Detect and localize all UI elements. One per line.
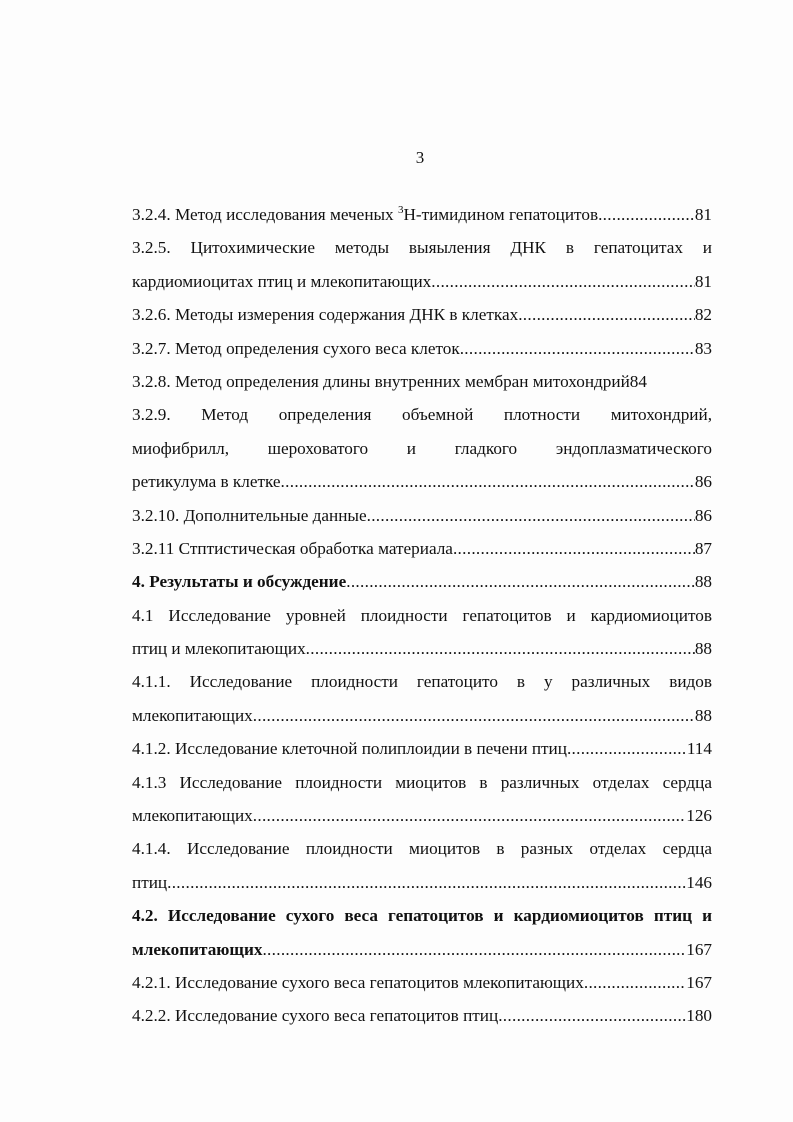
leader-dots [253,699,695,732]
toc-entry-4-1-1-line2 [132,699,712,732]
toc-entry-text: 4.2.2. Исследование сухого веса гепатоцитов птиц [132,1006,499,1026]
leader-dots [367,499,695,532]
toc-page-number: 146 [686,872,712,892]
toc-entry-3-2-9-line2: миофибрилл, шероховатого и гладкого эндоплазматического [132,438,712,458]
leader-dots [281,465,695,498]
toc-page-number: 126 [686,806,712,826]
toc-superscript: 3 [397,204,404,216]
toc-entry-text: 4.1.2. Исследование клеточной полиплоидии в печени птиц [132,739,567,759]
toc-entry-3-2-6 [132,298,712,331]
toc-entry-4-1-1-line1: 4.1.1. Исследование плоидности гепатоцито в у различных видов [132,672,712,692]
table-of-contents [132,198,712,1033]
leader-dots [498,999,686,1032]
toc-page-number: 88 [694,705,712,725]
toc-entry-text: млекопитающих [132,806,253,826]
toc-page-number: 167 [686,972,712,992]
toc-entry-4-2-line2 [132,933,712,966]
toc-entry-text: 4.2.1. Исследование сухого веса гепатоцитов млекопитающих [132,972,584,992]
toc-page-number: 114 [686,739,712,759]
leader-dots [253,799,686,832]
leader-dots [598,198,695,231]
toc-entry-text: кардиомиоцитах птиц и млекопитающих [132,271,432,291]
toc-entry-text: ретикулума в клетке [132,472,281,492]
toc-entry-4-1-line1: 4.1 Исследование уровней плоидности гепатоцитов и кардиомиоцитов [132,605,712,625]
leader-dots [518,298,695,331]
toc-entry-3-2-11 [132,532,712,565]
toc-page-number: 167 [686,939,712,959]
toc-entry-text: млекопитающих [132,705,253,725]
toc-page-number: 86 [694,472,712,492]
toc-entry-text: 3.2.8. Метод определения длины внутренних мембран митохондрий [132,371,630,391]
leader-dots [453,532,695,565]
toc-entry-3-2-4 [132,198,712,231]
toc-entry-4-1-4-line2 [132,866,712,899]
leader-dots [460,332,695,365]
toc-entry-3-2-9-line3 [132,465,712,498]
toc-entry-3-2-7 [132,332,712,365]
leader-dots [262,933,686,966]
toc-page-number: 82 [694,305,712,325]
toc-page-number: 83 [694,338,712,358]
toc-page-number: 87 [694,538,712,558]
toc-entry-4-1-4-line1: 4.1.4. Исследование плоидности миоцитов в разных отделах сердца [132,839,712,859]
toc-entry-text: 3.2.10. Дополнительные данные [132,505,367,525]
toc-entry-3-2-8 [132,365,712,398]
toc-entry-text: 3.2.11 Стптистическая обработка материала [132,538,453,558]
toc-page-number: 180 [686,1006,712,1026]
toc-entry-4-1-line2 [132,632,712,665]
toc-entry-4-1-3-line2 [132,799,712,832]
toc-entry-text: Н-тимидином гепатоцитов [403,205,599,224]
toc-chapter-heading: 4. Результаты и обсуждение [132,572,347,592]
toc-page-number: 88 [694,572,712,592]
leader-dots [167,866,686,899]
toc-entry-3-2-10 [132,499,712,532]
toc-page-number: 84 [629,371,647,391]
toc-entry-text: 3.2.6. Методы измерения содержания ДНК в клетках [132,305,519,325]
toc-entry-text: 3.2.7. Метод определения сухого веса клеток [132,338,460,358]
leader-dots [346,565,695,598]
toc-entry-4 [132,565,712,598]
page-number: 3 [415,148,425,167]
toc-entry-text: птиц [132,872,168,892]
toc-page-number: 81 [694,205,712,224]
toc-entry-text: 3.2.4. Метод исследования меченых [132,205,398,224]
toc-entry-4-1-3-line1: 4.1.3 Исследование плоидности миоцитов в различных отделах сердца [132,772,712,792]
toc-page-number: 88 [694,639,712,659]
toc-entry-3-2-9-line1: 3.2.9. Метод определения объемной плотности митохондрий, [132,405,712,425]
toc-entry-3-2-5-line2 [132,265,712,298]
leader-dots [306,632,695,665]
leader-dots [431,265,695,298]
leader-dots [584,966,686,999]
toc-page-number: 81 [694,271,712,291]
toc-page-number: 86 [694,505,712,525]
toc-entry-4-2-line1: 4.2. Исследование сухого веса гепатоцитов и кардиомиоцитов птиц и [132,906,712,926]
toc-entry-text: птиц и млекопитающих [132,639,306,659]
leader-dots [567,732,687,765]
toc-entry-4-2-2 [132,999,712,1032]
toc-section-heading: млекопитающих [132,939,263,959]
toc-entry-4-2-1 [132,966,712,999]
toc-entry-4-1-2 [132,732,712,765]
toc-entry-3-2-5-line1: 3.2.5. Цитохимические методы выяыления ДНК в гепатоцитах и [132,238,712,258]
